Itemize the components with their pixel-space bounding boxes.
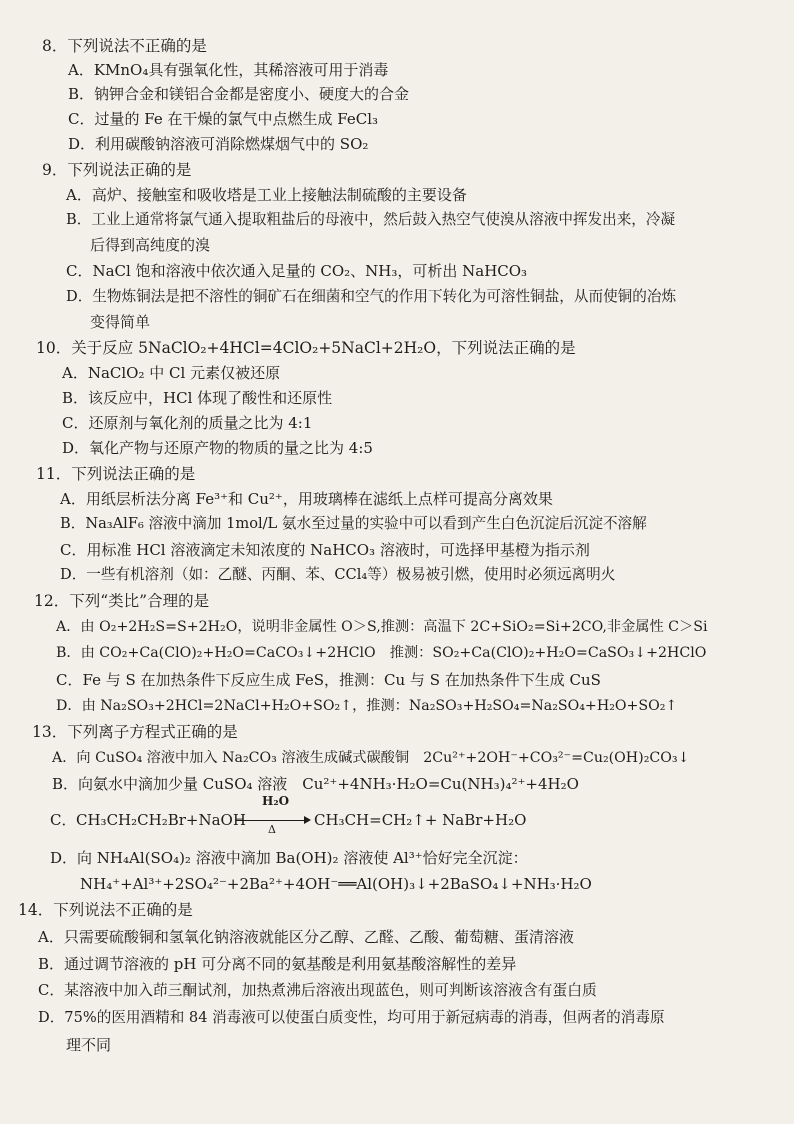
- question-9-option-d-continued: 变得简单: [90, 313, 151, 331]
- question-10-option-b: B．该反应中，HCl 体现了酸性和还原性: [62, 389, 333, 407]
- question-14-option-d: D．75%的医用酒精和 84 消毒液可以使蛋白质变性，均可用于新冠病毒的消毒，但两者的消毒原: [38, 1009, 665, 1026]
- arrow-line: [236, 820, 306, 821]
- reaction-condition-above: H₂O: [262, 794, 290, 808]
- question-13-option-c-products: CH₃CH=CH₂↑+ NaBr+H₂O: [314, 811, 527, 829]
- question-9-stem: 9．下列说法正确的是: [42, 161, 192, 179]
- question-13-option-d-equation: NH₄⁺+Al³⁺+2SO₄²⁻+2Ba²⁺+4OH⁻══Al(OH)₃↓+2BaSO₄↓+NH₃·H₂O: [80, 875, 592, 893]
- question-13-option-c-label: C．: [50, 811, 77, 829]
- question-9-option-c: C．NaCl 饱和溶液中依次通入足量的 CO₂、NH₃，可析出 NaHCO₃: [66, 262, 528, 280]
- arrow-head-icon: [304, 816, 311, 824]
- question-10-option-c: C．还原剂与氧化剂的质量之比为 4:1: [62, 414, 313, 432]
- question-13-option-d: D．向 NH₄Al(SO₄)₂ 溶液中滴加 Ba(OH)₂ 溶液使 Al³⁺恰好完全沉淀：: [50, 849, 528, 867]
- question-9-option-b: B．工业上通常将氯气通入提取粗盐后的母液中，然后鼓入热空气使溴从溶液中挥发出来，冷凝: [66, 211, 676, 228]
- reaction-condition-below: Δ: [268, 823, 276, 836]
- question-11-option-d: D．一些有机溶剂（如：乙醚、丙酮、苯、CCl₄等）极易被引燃，使用时必须远离明火: [60, 566, 616, 583]
- question-12-option-b: B．由 CO₂+Ca(ClO)₂+H₂O=CaCO₃↓+2HClO 推测：SO₂+Ca(ClO)₂+H₂O=CaSO₃↓+2HClO: [56, 645, 707, 661]
- question-11-option-a: A．用纸层析法分离 Fe³⁺和 Cu²⁺，用玻璃棒在滤纸上点样可提高分离效果: [60, 490, 553, 508]
- question-8-option-d: D．利用碳酸钠溶液可消除燃煤烟气中的 SO₂: [68, 135, 369, 153]
- question-9-option-a: A．高炉、接触室和吸收塔是工业上接触法制硫酸的主要设备: [66, 186, 467, 204]
- question-13-stem: 13．下列离子方程式正确的是: [32, 723, 238, 741]
- question-11-option-b: B．Na₃AlF₆ 溶液中滴加 1mol/L 氨水至过量的实验中可以看到产生白色沉淀后沉淀不溶解: [60, 515, 647, 532]
- question-14-option-c: C．某溶液中加入茚三酮试剂，加热煮沸后溶液出现蓝色，则可判断该溶液含有蛋白质: [38, 982, 597, 999]
- question-14-option-b: B．通过调节溶液的 pH 可分离不同的氨基酸是利用氨基酸溶解性的差异: [38, 955, 517, 973]
- question-10-option-d: D．氧化产物与还原产物的物质的量之比为 4:5: [62, 439, 373, 457]
- question-11-option-c: C．用标准 HCl 溶液滴定未知浓度的 NaHCO₃ 溶液时，可选择甲基橙为指示剂: [60, 541, 590, 559]
- question-12-option-a: A．由 O₂+2H₂S=S+2H₂O，说明非金属性 O＞S,推测：高温下 2C+SiO₂=Si+2CO,非金属性 C＞Si: [56, 619, 708, 635]
- question-14-option-a: A．只需要硫酸铜和氢氧化钠溶液就能区分乙醇、乙醛、乙酸、葡萄糖、蛋清溶液: [38, 928, 574, 946]
- question-14-stem: 14．下列说法不正确的是: [18, 901, 193, 919]
- question-8-option-c: C．过量的 Fe 在干燥的氯气中点燃生成 FeCl₃: [68, 110, 378, 128]
- question-13-option-c-reactants: CH₃CH₂CH₂Br+NaOH: [76, 811, 246, 829]
- question-14-option-d-continued: 理不同: [66, 1036, 112, 1054]
- reaction-arrow: [236, 794, 316, 840]
- question-10-stem: 10．关于反应 5NaClO₂+4HCl=4ClO₂+5NaCl+2H₂O，下列说法正确的是: [36, 339, 576, 357]
- question-12-option-d: D．由 Na₂SO₃+2HCl=2NaCl+H₂O+SO₂↑，推测：Na₂SO₃+H₂SO₄=Na₂SO₄+H₂O+SO₂↑: [56, 698, 678, 714]
- question-8-stem: 8．下列说法不正确的是: [42, 37, 207, 55]
- question-10-option-a: A．NaClO₂ 中 Cl 元素仅被还原: [62, 364, 281, 382]
- question-13-option-b: B．向氨水中滴加少量 CuSO₄ 溶液 Cu²⁺+4NH₃·H₂O=Cu(NH₃)₄²⁺+4H₂O: [52, 775, 579, 793]
- question-11-stem: 11．下列说法正确的是: [36, 465, 196, 483]
- question-9-option-d: D．生物炼铜法是把不溶性的铜矿石在细菌和空气的作用下转化为可溶性铜盐，从而使铜的冶炼: [66, 288, 677, 305]
- question-12-stem: 12．下列“类比”合理的是: [34, 592, 210, 610]
- question-9-option-b-continued: 后得到高纯度的溴: [90, 236, 211, 254]
- question-8-option-b: B．钠钾合金和镁铝合金都是密度小、硬度大的合金: [68, 85, 410, 103]
- question-12-option-c: C．Fe 与 S 在加热条件下反应生成 FeS，推测：Cu 与 S 在加热条件下生成 CuS: [56, 671, 601, 689]
- question-8-option-a: A．KMnO₄具有强氧化性，其稀溶液可用于消毒: [68, 61, 389, 79]
- question-13-option-a: A．向 CuSO₄ 溶液中加入 Na₂CO₃ 溶液生成碱式碳酸铜 2Cu²⁺+2OH⁻+CO₃²⁻=Cu₂(OH)₂CO₃↓: [52, 750, 690, 766]
